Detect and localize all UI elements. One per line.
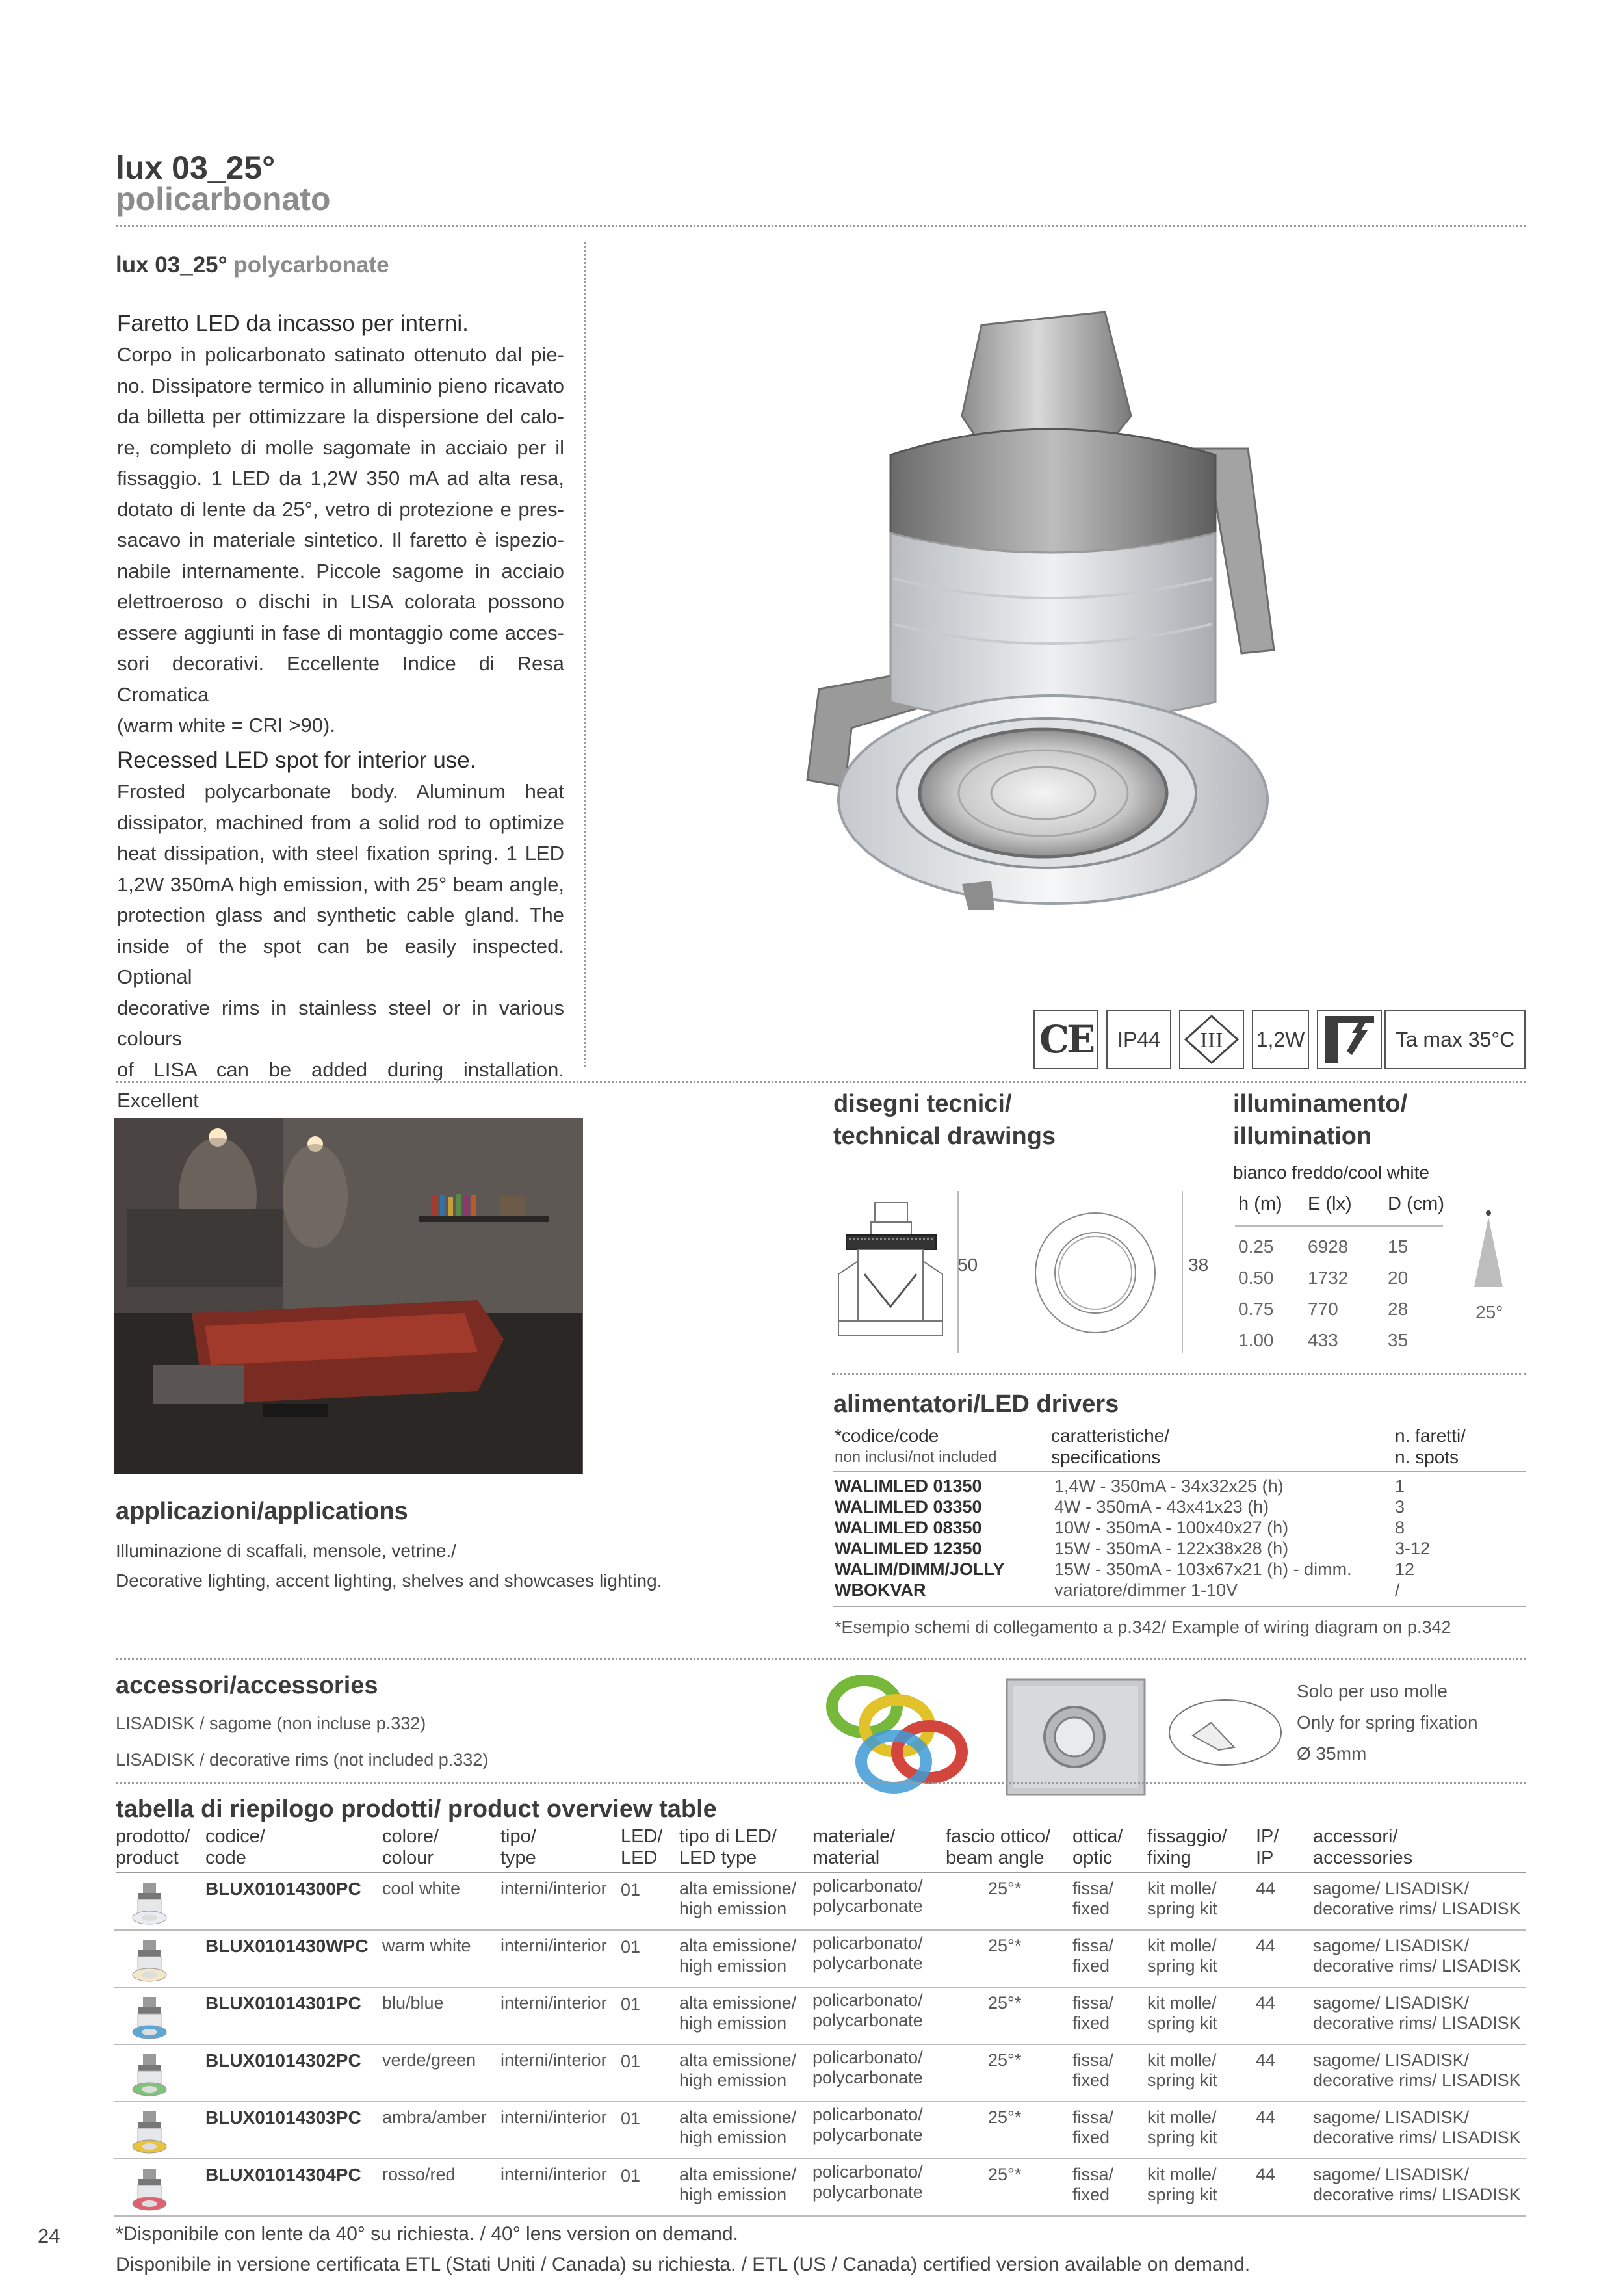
- overview-cell-ledtype2: high emission: [679, 1956, 787, 1976]
- overview-cell-beam: 25°*: [988, 2165, 1022, 2184]
- overview-cell-fix1: kit molle/: [1147, 1993, 1217, 2013]
- description-line: decorative rims in stainless steel or in various colours: [117, 996, 564, 1050]
- overview-row-rule: [114, 2101, 1526, 2102]
- beam-angle-label: 25°: [1475, 1302, 1503, 1322]
- overview-cell-mat1: policarbonato/: [812, 1990, 923, 2010]
- spring-fixation-icon: [1167, 1697, 1284, 1768]
- overview-header-cell: IP/: [1256, 1826, 1279, 1847]
- driver-code: WALIM/DIMM/JOLLY: [835, 1559, 1005, 1579]
- spring-note-it: Solo per uso molle: [1297, 1681, 1448, 1701]
- description-lead-it: Faretto LED da incasso per interni.: [117, 311, 469, 336]
- footer-note-lens: *Disponibile con lente da 40° su richiesta. / 40° lens version on demand.: [116, 2223, 738, 2245]
- illumination-cell: 0.50: [1238, 1268, 1274, 1288]
- product-thumbnail: [130, 1881, 169, 1927]
- dim-diameter-label: 38: [1188, 1255, 1209, 1275]
- drivers-divider: [832, 1373, 1526, 1375]
- overview-cell-colour: rosso/red: [382, 2165, 456, 2184]
- illumination-cell: 6928: [1308, 1236, 1349, 1257]
- overview-cell-acc1: sagome/ LISADISK/: [1313, 1936, 1470, 1955]
- overview-cell-type: interni/interior: [500, 1936, 607, 1955]
- overview-cell-acc2: decorative rims/ LISADISK: [1313, 2070, 1521, 2090]
- description-line: sori decorativi. Eccellente Indice di Resa Cromatica: [117, 652, 564, 706]
- applications-title: applicazioni/applications: [116, 1498, 408, 1525]
- overview-cell-ledtype1: alta emissione/: [679, 2050, 797, 2070]
- overview-header-cell: fissaggio/: [1147, 1826, 1227, 1847]
- overview-header-cell: prodotto/: [116, 1826, 190, 1847]
- overview-row-rule: [114, 1987, 1526, 1988]
- overview-cell-mat2: polycarbonate: [812, 1953, 923, 1973]
- overview-cell-acc1: sagome/ LISADISK/: [1313, 2107, 1470, 2127]
- product-thumbnail: [130, 2167, 169, 2213]
- page-title-material: policarbonato: [116, 181, 331, 217]
- description-line: Frosted polycarbonate body. Aluminum heat: [117, 780, 564, 803]
- description-italian: [117, 311, 564, 741]
- overview-cell-ledtype2: high emission: [679, 2185, 787, 2204]
- side-view-drawing: [832, 1196, 955, 1352]
- overview-header-cell: codice/: [205, 1826, 265, 1847]
- beam-cone-icon: [1469, 1209, 1508, 1294]
- illumination-cell: 20: [1388, 1268, 1409, 1288]
- steel-rim-image: [1004, 1677, 1147, 1797]
- accessories-line-it: LISADISK / sagome (non incluse p.332): [116, 1714, 426, 1733]
- overview-cell-fix1: kit molle/: [1147, 2050, 1217, 2070]
- overview-header-cell: fascio ottico/: [946, 1826, 1051, 1847]
- description-line: inside of the spot can be easily inspected. Optional: [117, 934, 564, 988]
- overview-cell-led: 01: [621, 2052, 641, 2071]
- overview-cell-fix1: kit molle/: [1147, 2165, 1217, 2184]
- overview-cell-colour: cool white: [382, 1879, 461, 1898]
- spring-note: [1297, 1676, 1478, 1769]
- front-view-drawing: [1027, 1208, 1163, 1338]
- overview-cell-fix1: kit molle/: [1147, 2107, 1217, 2127]
- overview-cell-code: BLUX01014300PC: [205, 1879, 361, 1899]
- overview-cell-fix2: spring kit: [1147, 2128, 1218, 2147]
- overview-cell-ledtype1: alta emissione/: [679, 2165, 797, 2184]
- drivers-head-rule: [833, 1471, 1526, 1472]
- description-line: no. Dissipatore termico in alluminio pieno ricavato: [117, 374, 564, 397]
- accessories-title: accessori/accessories: [116, 1672, 378, 1699]
- overview-cell-led: 01: [621, 1880, 641, 1899]
- overview-cell-ip: 44: [1256, 1936, 1276, 1955]
- driver-spec: 15W - 350mA - 122x38x28 (h): [1054, 1539, 1289, 1558]
- overview-header-cell: material: [812, 1847, 880, 1868]
- illumination-cell: 0.75: [1238, 1299, 1274, 1319]
- overview-cell-code: BLUX0101430WPC: [205, 1936, 369, 1956]
- overview-header-cell: tipo di LED/: [679, 1826, 777, 1847]
- description-line: re, completo di molle sagomate in acciaio per il: [117, 436, 564, 459]
- overview-cell-type: interni/interior: [500, 2107, 607, 2127]
- overview-header-cell: materiale/: [812, 1826, 896, 1847]
- overview-header-cell: colore/: [382, 1826, 439, 1847]
- description-body-it: [117, 339, 564, 741]
- product-thumbnail: [130, 2053, 169, 2098]
- overview-cell-acc2: decorative rims/ LISADISK: [1313, 2185, 1521, 2204]
- illumination-cell: 433: [1308, 1330, 1338, 1350]
- drawings-title-en: technical drawings: [833, 1123, 1056, 1150]
- overview-cell-fix2: spring kit: [1147, 2013, 1218, 2033]
- driver-n: 3: [1395, 1497, 1405, 1517]
- overview-cell-mat1: policarbonato/: [812, 2162, 923, 2182]
- overview-cell-optic1: fissa/: [1072, 1936, 1114, 1955]
- overview-header-cell: IP: [1256, 1847, 1274, 1868]
- drivers-head-code-note: non inclusi/not included: [835, 1448, 997, 1466]
- overview-cell-mat2: polycarbonate: [812, 1896, 923, 1916]
- description-line: dotato di lente da 25°, vetro di protezione e pres-: [117, 497, 564, 521]
- overview-cell-mat1: policarbonato/: [812, 1876, 923, 1896]
- overview-cell-mat1: policarbonato/: [812, 1933, 923, 1953]
- overview-cell-optic1: fissa/: [1072, 2107, 1114, 2127]
- lisadisk-rings-image: [825, 1671, 981, 1794]
- overview-cell-ledtype1: alta emissione/: [679, 1879, 797, 1898]
- overview-cell-ledtype2: high emission: [679, 1899, 787, 1918]
- overview-cell-led: 01: [621, 2109, 641, 2128]
- overview-cell-mat2: polycarbonate: [812, 2125, 923, 2145]
- driver-code: WALIMLED 03350: [835, 1497, 982, 1517]
- overview-cell-beam: 25°*: [988, 1879, 1022, 1898]
- page-number: 24: [38, 2224, 60, 2247]
- ill-header-e: E (lx): [1308, 1194, 1352, 1214]
- description-line: heat dissipation, with steel fixation spring. 1 LED: [117, 842, 564, 865]
- overview-header-cell: LED/: [621, 1826, 663, 1847]
- driver-spec: 4W - 350mA - 43x41x23 (h): [1054, 1497, 1269, 1517]
- description-line: elettroeroso o dischi in LISA colorata possono: [117, 590, 564, 613]
- overview-header-cell: colour: [382, 1847, 434, 1868]
- overview-header-cell: accessories: [1313, 1847, 1413, 1868]
- description-line: dissipator, machined from a solid rod to optimize: [117, 811, 564, 834]
- overview-cell-code: BLUX01014301PC: [205, 1993, 361, 2013]
- description-body-en: [117, 776, 564, 1147]
- driver-n: /: [1395, 1580, 1400, 1600]
- overview-cell-acc1: sagome/ LISADISK/: [1313, 1993, 1470, 2013]
- overview-cell-code: BLUX01014302PC: [205, 2050, 361, 2070]
- illumination-cell: 28: [1388, 1299, 1409, 1319]
- overview-cell-optic2: fixed: [1072, 2070, 1110, 2090]
- overview-cell-type: interni/interior: [500, 2050, 607, 2070]
- overview-cell-ip: 44: [1256, 2050, 1276, 2070]
- overview-cell-ledtype2: high emission: [679, 2013, 787, 2033]
- overview-cell-ip: 44: [1256, 2165, 1276, 2184]
- overview-row-rule: [114, 2044, 1526, 2045]
- description-line: of LISA can be added during installation. Excellent: [117, 1058, 564, 1112]
- overview-header-cell: fixing: [1147, 1847, 1191, 1868]
- overview-header-cell: code: [205, 1847, 246, 1868]
- applications-line-it: Illuminazione di scaffali, mensole, vetrine./: [116, 1541, 456, 1561]
- overview-cell-beam: 25°*: [988, 1936, 1022, 1955]
- overview-cell-fix2: spring kit: [1147, 2185, 1218, 2204]
- overview-title: tabella di riepilogo prodotti/ product overview table: [116, 1795, 717, 1823]
- overview-cell-ledtype2: high emission: [679, 2070, 787, 2090]
- drivers-title: alimentatori/LED drivers: [833, 1390, 1119, 1418]
- ill-header-d: D (cm): [1388, 1194, 1444, 1214]
- overview-cell-ip: 44: [1256, 2107, 1276, 2127]
- overview-cell-colour: warm white: [382, 1936, 471, 1955]
- overview-cell-acc2: decorative rims/ LISADISK: [1313, 1899, 1521, 1918]
- drawings-title-it: disegni tecnici/: [833, 1090, 1012, 1117]
- illumination-cell: 35: [1388, 1330, 1409, 1350]
- section-divider: [116, 1081, 1526, 1083]
- overview-cell-led: 01: [621, 1937, 641, 1957]
- product-photo: [767, 286, 1326, 910]
- driver-n: 8: [1395, 1518, 1405, 1537]
- product-thumbnail: [130, 1996, 169, 2041]
- overview-cell-fix2: spring kit: [1147, 1899, 1218, 1918]
- drivers-foot-rule: [833, 1606, 1526, 1607]
- illumination-title-it: illuminamento/: [1233, 1090, 1408, 1117]
- overview-cell-optic1: fissa/: [1072, 1993, 1114, 2013]
- overview-cell-type: interni/interior: [500, 1993, 607, 2013]
- product-thumbnail: [130, 1938, 169, 1984]
- overview-header-cell: type: [500, 1847, 536, 1868]
- description-line: (warm white = CRI >90).: [117, 714, 335, 737]
- overview-cell-optic1: fissa/: [1072, 2165, 1114, 2184]
- overview-cell-optic1: fissa/: [1072, 1879, 1114, 1898]
- overview-cell-acc1: sagome/ LISADISK/: [1313, 2165, 1470, 2184]
- overview-cell-ip: 44: [1256, 1993, 1276, 2013]
- class-iii-icon: [1179, 1010, 1244, 1069]
- overview-cell-ledtype1: alta emissione/: [679, 1936, 797, 1955]
- dim-height-label: 50: [957, 1255, 978, 1275]
- overview-cell-ledtype2: high emission: [679, 2128, 787, 2147]
- overview-cell-mat1: policarbonato/: [812, 2105, 923, 2124]
- driver-spec: 15W - 350mA - 103x67x21 (h) - dimm.: [1054, 1559, 1352, 1579]
- overview-cell-optic2: fixed: [1072, 2013, 1110, 2033]
- spring-note-diameter: Ø 35mm: [1297, 1743, 1367, 1764]
- footer-note-etl: Disponibile in versione certificata ETL (Stati Uniti / Canada) su richiesta. / ETL (US / Canada) certified version available on demand.: [116, 2254, 1251, 2275]
- overview-cell-acc2: decorative rims/ LISADISK: [1313, 2013, 1521, 2033]
- driver-n: 1: [1395, 1476, 1405, 1496]
- power-badge: 1,2W: [1252, 1010, 1309, 1069]
- f-mark-icon: [1317, 1010, 1382, 1069]
- header-divider: [116, 225, 1526, 227]
- overview-cell-optic2: fixed: [1072, 1899, 1110, 1918]
- description-line: protection glass and synthetic cable gland. The: [117, 904, 564, 926]
- overview-cell-colour: ambra/amber: [382, 2107, 487, 2127]
- overview-divider: [116, 1782, 1526, 1784]
- overview-cell-optic1: fissa/: [1072, 2050, 1114, 2070]
- ip44-badge: IP44: [1106, 1010, 1171, 1069]
- description-line: 1,2W 350mA high emission, with 25° beam angle,: [117, 872, 564, 896]
- overview-header-cell: ottica/: [1072, 1826, 1123, 1847]
- ce-mark-icon: CE: [1033, 1010, 1098, 1069]
- page-title: lux 03_25°: [116, 150, 276, 186]
- overview-header-cell: accessori/: [1313, 1826, 1398, 1847]
- overview-cell-optic2: fixed: [1072, 2128, 1110, 2147]
- description-line: da billetta per ottimizzare la dispersione del calo-: [117, 405, 564, 428]
- ill-header-h: h (m): [1238, 1194, 1282, 1214]
- description-line: essere aggiunti in fase di montaggio come acces-: [117, 621, 564, 644]
- driver-spec: 10W - 350mA - 100x40x27 (h): [1054, 1518, 1289, 1537]
- overview-cell-colour: blu/blue: [382, 1993, 444, 2013]
- overview-cell-acc1: sagome/ LISADISK/: [1313, 2050, 1470, 2070]
- overview-cell-ip: 44: [1256, 1879, 1276, 1898]
- driver-code: WALIMLED 01350: [835, 1476, 982, 1496]
- overview-cell-beam: 25°*: [988, 2107, 1022, 2127]
- description-lead-en: Recessed LED spot for interior use.: [117, 748, 476, 773]
- ill-header-rule: [1235, 1225, 1443, 1227]
- overview-header-cell: optic: [1072, 1847, 1113, 1868]
- illumination-cell: 1732: [1308, 1268, 1349, 1288]
- overview-cell-fix1: kit molle/: [1147, 1936, 1217, 1955]
- ta-max-badge: Ta max 35°C: [1384, 1010, 1526, 1069]
- overview-cell-mat2: polycarbonate: [812, 2068, 923, 2087]
- driver-code: WALIMLED 12350: [835, 1539, 982, 1558]
- overview-row-rule: [114, 2158, 1526, 2159]
- product-subtitle: lux 03_25° polycarbonate: [116, 252, 389, 278]
- applications-line-en: Decorative lighting, accent lighting, shelves and showcases lighting.: [116, 1571, 662, 1591]
- overview-cell-optic2: fixed: [1072, 1956, 1110, 1976]
- overview-cell-led: 01: [621, 1994, 641, 2014]
- overview-cell-fix2: spring kit: [1147, 2070, 1218, 2090]
- overview-row-rule: [114, 2215, 1526, 2217]
- drivers-head-spec1: caratteristiche/: [1051, 1426, 1170, 1446]
- overview-header-cell: product: [116, 1847, 179, 1868]
- illumination-cell: 770: [1308, 1299, 1338, 1319]
- overview-head-rule: [116, 1872, 1526, 1873]
- description-english: [117, 748, 564, 1147]
- dim-line-diameter: [1182, 1191, 1183, 1353]
- svg-text:III: III: [1200, 1030, 1223, 1052]
- overview-cell-acc1: sagome/ LISADISK/: [1313, 1879, 1470, 1898]
- overview-cell-acc2: decorative rims/ LISADISK: [1313, 2128, 1521, 2147]
- overview-cell-mat2: polycarbonate: [812, 2011, 923, 2030]
- driver-n: 3-12: [1395, 1539, 1431, 1558]
- description-line: nabile internamente. Piccole sagome in acciaio: [117, 559, 564, 582]
- description-line: sacavo in materiale sintetico. Il faretto è ispezio-: [117, 528, 564, 551]
- overview-header-cell: LED: [621, 1847, 658, 1868]
- accessories-line-en: LISADISK / decorative rims (not included p.332): [116, 1750, 489, 1769]
- illumination-subtitle: bianco freddo/cool white: [1233, 1162, 1429, 1182]
- overview-header-cell: tipo/: [500, 1826, 536, 1847]
- overview-cell-code: BLUX01014304PC: [205, 2165, 361, 2185]
- drivers-head-n1: n. faretti/: [1395, 1426, 1466, 1446]
- driver-code: WBOKVAR: [835, 1580, 926, 1600]
- overview-cell-acc2: decorative rims/ LISADISK: [1313, 1956, 1521, 1976]
- overview-cell-fix2: spring kit: [1147, 1956, 1218, 1976]
- overview-cell-type: interni/interior: [500, 1879, 607, 1898]
- illumination-title-en: illumination: [1233, 1123, 1372, 1150]
- drivers-head-code: *codice/code: [835, 1426, 939, 1446]
- overview-cell-mat1: policarbonato/: [812, 2048, 923, 2067]
- spring-note-en: Only for spring fixation: [1297, 1712, 1478, 1732]
- overview-cell-code: BLUX01014303PC: [205, 2107, 361, 2128]
- product-thumbnail: [130, 2110, 169, 2156]
- overview-row-rule: [114, 1929, 1526, 1931]
- description-line: fissaggio. 1 LED da 1,2W 350 mA ad alta resa,: [117, 467, 564, 489]
- accessories-divider: [116, 1658, 1526, 1660]
- illumination-cell: 1.00: [1238, 1330, 1274, 1350]
- overview-cell-beam: 25°*: [988, 1993, 1022, 2013]
- overview-header-cell: beam angle: [946, 1847, 1045, 1868]
- overview-cell-led: 01: [621, 2166, 641, 2185]
- overview-cell-fix1: kit molle/: [1147, 1879, 1217, 1898]
- illumination-cell: 15: [1388, 1236, 1409, 1257]
- overview-cell-beam: 25°*: [988, 2050, 1022, 2070]
- overview-cell-ledtype1: alta emissione/: [679, 1993, 797, 2013]
- driver-code: WALIMLED 08350: [835, 1518, 982, 1537]
- column-divider: [584, 242, 586, 1067]
- drivers-head-n2: n. spots: [1395, 1447, 1459, 1467]
- driver-n: 12: [1395, 1559, 1415, 1579]
- overview-cell-colour: verde/green: [382, 2050, 476, 2070]
- overview-cell-optic2: fixed: [1072, 2185, 1110, 2204]
- overview-cell-mat2: polycarbonate: [812, 2182, 923, 2202]
- drivers-note: *Esempio schemi di collegamento a p.342/ Example of wiring diagram on p.342: [835, 1617, 1451, 1637]
- overview-header-cell: LED type: [679, 1847, 757, 1868]
- illumination-cell: 0.25: [1238, 1236, 1274, 1257]
- application-photo: [114, 1118, 583, 1474]
- overview-cell-type: interni/interior: [500, 2165, 607, 2184]
- description-line: Corpo in policarbonato satinato ottenuto dal pie-: [117, 343, 564, 366]
- drivers-head-spec2: specifications: [1051, 1447, 1161, 1467]
- driver-spec: variatore/dimmer 1-10V: [1054, 1580, 1238, 1600]
- driver-spec: 1,4W - 350mA - 34x32x25 (h): [1054, 1476, 1284, 1496]
- overview-cell-ledtype1: alta emissione/: [679, 2107, 797, 2127]
